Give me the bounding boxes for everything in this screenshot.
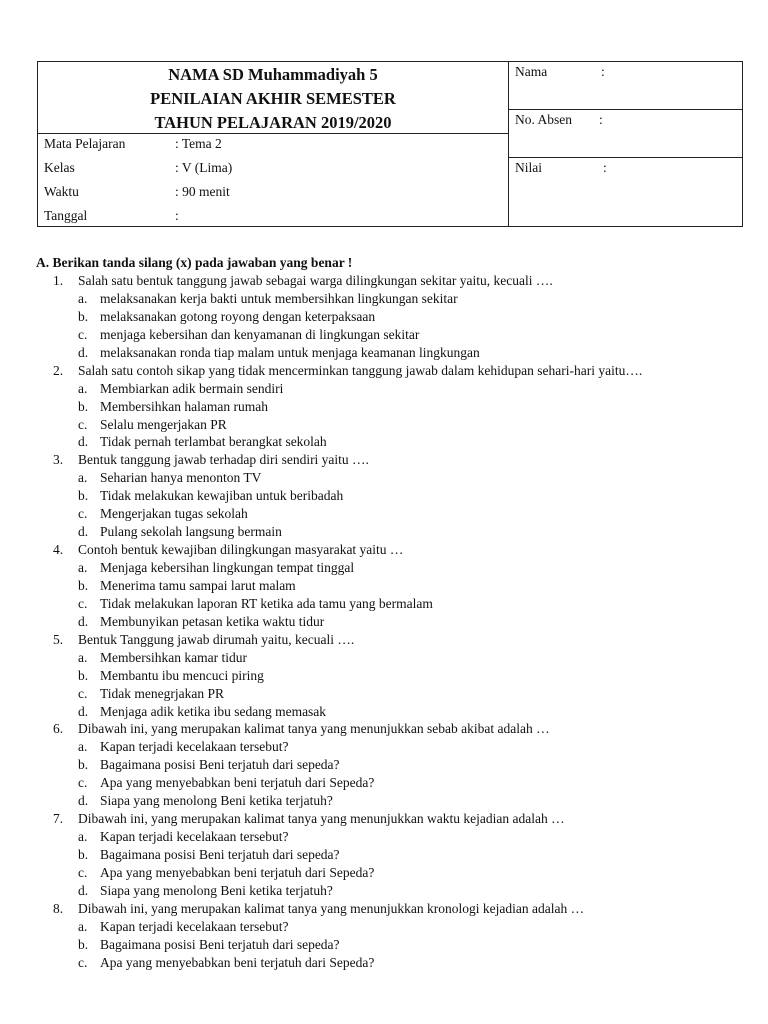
question-text: Salah satu contoh sikap yang tidak mencerminkan tanggung jawab dalam kehidupan sehari-hari yaitu…. [78,362,643,378]
name-field[interactable] [509,62,743,110]
option-letter: a. [78,290,88,306]
option-text: Bagaimana posisi Beni terjatuh dari sepeda? [100,757,340,773]
option-text: Tidak pernah terlambat berangkat sekolah [100,434,327,450]
option-letter: c. [78,595,88,611]
option-letter: a. [78,649,88,665]
option-text: Bagaimana posisi Beni terjatuh dari sepeda? [100,936,340,952]
question-number: 1. [53,273,64,288]
question-text: Bentuk Tanggung jawab dirumah yaitu, kecuali …. [78,631,355,647]
answer-option[interactable] [36,326,756,344]
option-letter: d. [78,524,89,540]
answer-option[interactable] [36,290,756,308]
question-item [36,362,756,380]
question-list [36,272,756,972]
option-letter: b. [78,667,89,683]
option-text: Seharian hanya menonton TV [100,470,262,486]
answer-option[interactable] [36,380,756,398]
option-text: Tidak melakukan laporan RT ketika ada tamu yang bermalam [100,595,433,611]
option-text: melaksanakan ronda tiap malam untuk menjaga keamanan lingkungan [100,344,480,360]
option-text: Bagaimana posisi Beni terjatuh dari sepeda? [100,847,340,862]
option-letter: a. [78,470,88,486]
answer-option[interactable] [36,433,756,451]
option-text: Apa yang menyebabkan beni terjatuh dari Sepeda? [100,775,375,791]
option-text: melaksanakan kerja bakti untuk membersihkan lingkungan sekitar [100,290,458,306]
option-letter: a. [78,380,88,396]
option-text: Apa yang menyebabkan beni terjatuh dari Sepeda? [100,864,375,880]
question-item [36,631,756,649]
answer-option[interactable] [36,828,756,846]
answer-option[interactable] [36,864,756,882]
answer-option[interactable] [36,703,756,721]
option-letter: c. [78,775,88,791]
answer-option[interactable] [36,523,756,541]
absence-number-field[interactable] [509,110,743,158]
option-text: Menjaga kebersihan lingkungan tempat tinggal [100,560,355,575]
option-letter: d. [78,613,89,629]
option-text: Mengerjakan tugas sekolah [100,506,248,522]
info-row-date [44,204,179,228]
option-text: Pulang sekolah langsung bermain [100,524,282,540]
answer-option[interactable] [36,685,756,703]
answer-option[interactable] [36,613,756,631]
question-number: 4. [53,542,64,558]
question-number: 2. [53,362,64,378]
option-text: Kapan terjadi kecelakaan tersebut? [100,829,289,845]
option-text: Menjaga adik ketika ibu sedang memasak [100,703,327,719]
option-text: Selalu mengerjakan PR [100,416,227,432]
option-text: Siapa yang menolong Beni ketika terjatuh? [100,793,333,809]
option-letter: c. [78,685,88,701]
question-text: Dibawah ini, yang merupakan kalimat tanya yang menunjukkan sebab akibat adalah … [78,721,550,737]
option-letter: b. [78,847,89,862]
question-item [36,900,756,918]
option-text: Kapan terjadi kecelakaan tersebut? [100,918,289,934]
answer-option[interactable] [36,398,756,416]
school-name: NAMA SD Muhammadiyah 5 [168,65,378,84]
academic-year: TAHUN PELAJARAN 2019/2020 [154,113,392,132]
answer-option[interactable] [36,882,756,900]
name-label: Nama [515,64,548,79]
answer-option[interactable] [36,846,756,864]
option-letter: c. [78,506,88,522]
info-label: Mata Pelajaran [44,136,126,151]
answer-option[interactable] [36,774,756,792]
option-text: Menerima tamu sampai larut malam [100,577,296,593]
info-label: Waktu [44,184,79,199]
answer-option[interactable] [36,936,756,954]
question-number: 8. [53,900,64,916]
answer-option[interactable] [36,667,756,685]
option-text: Kapan terjadi kecelakaan tersebut? [100,739,289,755]
option-letter: d. [78,434,89,450]
option-letter: c. [78,864,88,880]
option-letter: a. [78,829,88,845]
option-text: Tidak menegrjakan PR [100,685,224,701]
score-colon: : [603,160,607,175]
question-number: 5. [53,631,64,647]
info-value: : V (Lima) [175,160,233,175]
option-text: menjaga kebersihan dan kenyamanan di lingkungan sekitar [100,326,420,342]
answer-option[interactable] [36,469,756,487]
answer-option[interactable] [36,505,756,523]
info-value: : [175,208,179,223]
option-text: Siapa yang menolong Beni ketika terjatuh? [100,882,333,898]
exam-header-table [37,61,743,227]
info-row-subject [44,132,222,156]
exam-name: PENILAIAN AKHIR SEMESTER [150,89,396,108]
option-letter: b. [78,577,89,593]
answer-option[interactable] [36,308,756,326]
answer-option[interactable] [36,954,756,972]
question-item [36,541,756,559]
option-text: Membunyikan petasan ketika waktu tidur [100,613,325,629]
exam-info-block [38,134,509,227]
option-letter: d. [78,793,89,809]
option-text: Membantu ibu mencuci piring [100,667,264,683]
absence-number-label: No. Absen [515,112,572,127]
option-text: Tidak melakukan kewajiban untuk beribadah [100,488,344,504]
question-text: Salah satu bentuk tanggung jawab sebagai warga dilingkungan sekitar yaitu, kecuali …. [78,273,553,288]
option-letter: a. [78,739,88,755]
option-text: Membersihkan halaman rumah [100,398,268,414]
question-number: 3. [53,452,64,468]
section-a-instruction: A. Berikan tanda silang (x) pada jawaban yang benar ! [36,255,353,270]
info-row-time [44,180,230,204]
question-text: Contoh bentuk kewajiban dilingkungan masyarakat yaitu … [78,542,404,558]
option-text: Membersihkan kamar tidur [100,649,247,665]
info-value: : 90 menit [175,184,230,199]
option-text: Apa yang menyebabkan beni terjatuh dari Sepeda? [100,954,375,970]
option-letter: d. [78,703,89,719]
exam-title-block [38,62,509,134]
option-letter: a. [78,918,88,934]
question-item [36,810,756,828]
absence-number-colon: : [599,112,603,127]
question-item [36,720,756,738]
option-letter: b. [78,398,89,414]
option-letter: d. [78,344,89,360]
option-letter: c. [78,416,88,432]
option-letter: b. [78,308,89,324]
option-letter: b. [78,488,89,504]
question-item [36,451,756,469]
question-text: Dibawah ini, yang merupakan kalimat tanya yang menunjukkan waktu kejadian adalah … [78,811,565,827]
score-label: Nilai [515,160,542,175]
question-text: Bentuk tanggung jawab terhadap diri sendiri yaitu …. [78,452,369,468]
answer-option[interactable] [36,649,756,667]
option-letter: a. [78,560,88,575]
answer-option[interactable] [36,756,756,774]
option-letter: c. [78,326,88,342]
answer-option[interactable] [36,344,756,362]
answer-option[interactable] [36,559,756,577]
info-row-class [44,156,232,180]
question-text: Dibawah ini, yang merupakan kalimat tanya yang menunjukkan kronologi kejadian adalah … [78,900,585,916]
answer-option[interactable] [36,416,756,434]
question-number: 6. [53,721,64,737]
score-field[interactable] [509,158,743,227]
option-letter: b. [78,936,89,952]
question-item [36,272,756,290]
option-letter: d. [78,882,89,898]
option-letter: c. [78,954,88,970]
option-letter: b. [78,757,89,773]
answer-option[interactable] [36,577,756,595]
answer-option[interactable] [36,738,756,756]
option-text: Membiarkan adik bermain sendiri [100,380,284,396]
info-label: Tanggal [44,208,88,223]
answer-option[interactable] [36,487,756,505]
answer-option[interactable] [36,595,756,613]
info-value: : Tema 2 [175,136,222,151]
answer-option[interactable] [36,792,756,810]
name-colon: : [601,64,605,79]
question-number: 7. [53,811,64,827]
option-text: melaksanakan gotong royong dengan keterpaksaan [100,308,376,324]
answer-option[interactable] [36,918,756,936]
info-label: Kelas [44,160,75,175]
